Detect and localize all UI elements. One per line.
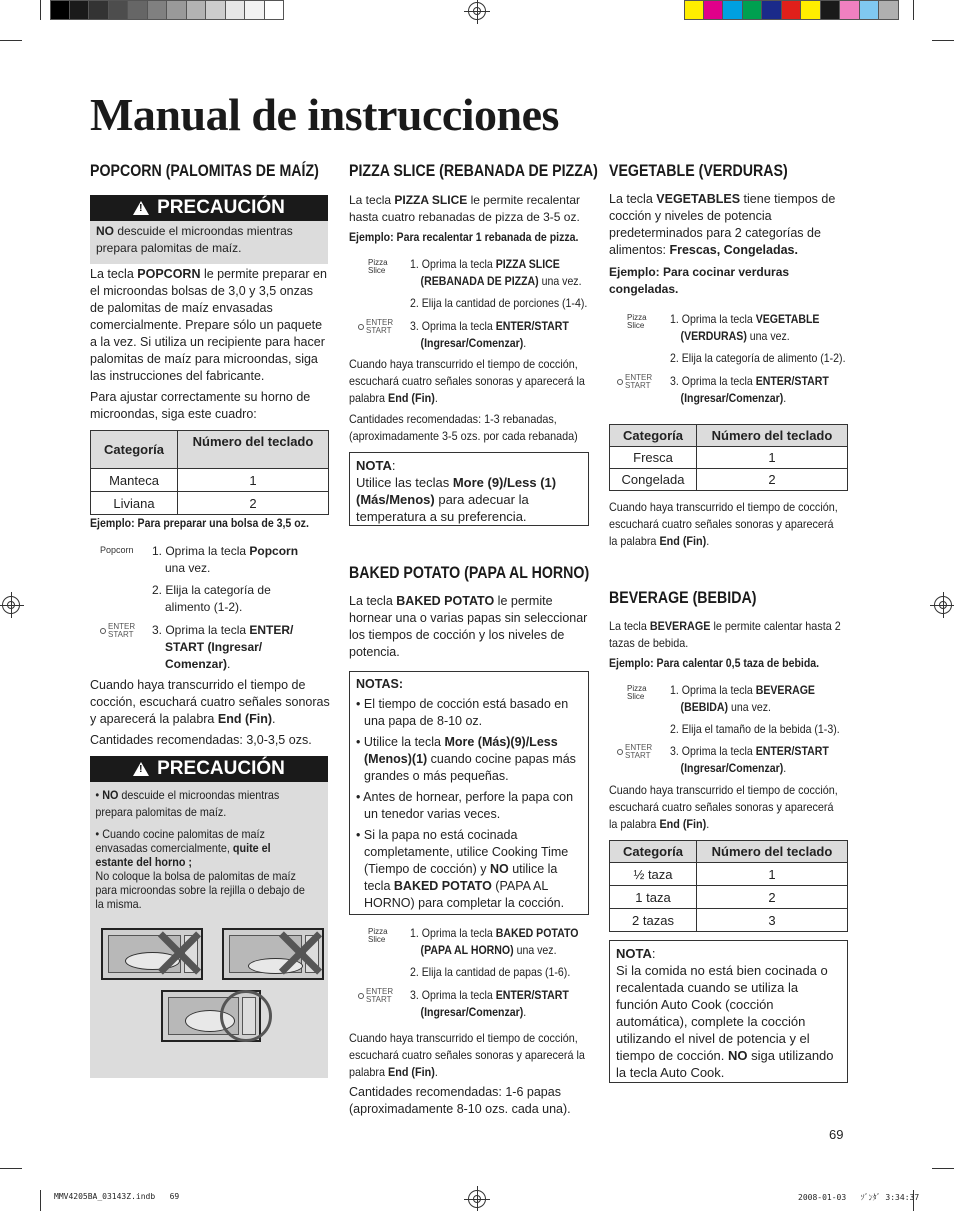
popcorn-end-text: Cuando haya transcurrido el tiempo de cocción, escuchará cuatro señales sonoras y aparecerá la palabra End (Fin). (90, 678, 330, 726)
crop-mark (913, 0, 914, 20)
potato-end-text: Cuando haya transcurrido el tiempo de cocción, escuchará cuatro señales sonoras y aparecerá la palabra End (Fin). (349, 1031, 585, 1079)
caution-text: NO descuide el microondas mientras prepara palomitas de maíz. (96, 224, 293, 255)
grayscale-color-bar (50, 0, 284, 20)
potato-step-3: 3. Oprima la tecla ENTER/START (Ingresar/Comenzar). (410, 988, 569, 1019)
pizza-slice-key-icon: Pizza Slice (627, 684, 647, 701)
color-swatch (187, 0, 207, 20)
crop-mark (932, 1168, 954, 1169)
popcorn-step-3: 3. Oprima la tecla ENTER/ START (Ingresar/ Comenzar). (152, 623, 294, 671)
color-swatch (743, 0, 763, 20)
enter-start-icon: ENTER START (617, 744, 653, 760)
color-swatch (704, 0, 724, 20)
caution-bullet: • Cuando cocine palomitas de maíz envasadas comercialmente, quite el estante del horno ; No coloque la bolsa de palomitas de maíz para microondas sobre la rejilla o debajo de la misma. (95, 827, 305, 911)
vegetable-step-1: 1. Oprima la tecla VEGETABLE (VERDURAS) una vez. (670, 312, 820, 343)
caution-bullet: • NO descuide el microondas mientras prepara palomitas de maíz. (95, 788, 280, 819)
potato-quantity: Cantidades recomendadas: 1-6 papas (aproximadamente 8-10 ozs. cada una). (349, 1085, 571, 1116)
vegetable-heading: VEGETABLE (VERDURAS) (609, 162, 788, 180)
pizza-step-2: 2. Elija la cantidad de porciones (1-4). (410, 296, 588, 310)
color-swatch (206, 0, 226, 20)
color-swatch (167, 0, 187, 20)
caution-title: PRECAUCIÓN (157, 197, 285, 218)
popcorn-step-2: 2. Elija la categoría de alimento (1-2). (152, 583, 271, 614)
color-swatch (860, 0, 880, 20)
popcorn-heading: POPCORN (PALOMITAS DE MAÍZ) (90, 162, 319, 180)
caution-title: PRECAUCIÓN (157, 758, 285, 779)
color-swatch (840, 0, 860, 20)
table-row: Liviana 2 (91, 492, 329, 515)
registration-mark-icon (2, 596, 20, 614)
popcorn-caution-box (90, 195, 328, 264)
registration-mark-icon (934, 596, 952, 614)
warning-icon (133, 201, 149, 215)
page-title: Manual de instrucciones (90, 89, 559, 140)
table-header: Categoría (610, 841, 697, 863)
beverage-step-1: 1. Oprima la tecla BEVERAGE (BEBIDA) una vez. (670, 683, 815, 714)
pizza-example: Ejemplo: Para recalentar 1 rebanada de pizza. (349, 230, 579, 244)
table-header: Categoría (91, 431, 178, 469)
footer-timestamp: 2008-01-03 ｿﾞﾝﾀﾞ 3:34:37 (798, 1193, 920, 1202)
color-swatch (109, 0, 129, 20)
pizza-step-1: 1. Oprima la tecla PIZZA SLICE (REBANADA DE PIZZA) una vez. (410, 257, 582, 288)
beverage-intro: La tecla BEVERAGE le permite calentar hasta 2 tazas de bebida. (609, 619, 841, 650)
crop-mark (40, 0, 41, 20)
color-swatch (245, 0, 265, 20)
color-swatch (801, 0, 821, 20)
table-row: 2 tazas 3 (610, 909, 848, 932)
crop-mark (0, 1168, 22, 1169)
warning-icon (133, 762, 149, 776)
popcorn-adjust-text: Para ajustar correctamente su horno de microondas, siga este cuadro: (90, 390, 311, 421)
potato-notes-box: NOTAS: • El tiempo de cocción está basado en una papa de 8-10 oz. • Utilice la tecla More (Más)(9)/Less (Menos)(1) cuando cocine papas más grandes o más pequeñas. • Antes de hornear, perfore la papa con un tenedor varias veces. • Si la papa no está cocinada completamente, utilice Cooking Time (Tiempo de cocción) y NO utilice la tecla BAKED POTATO (PAPA AL HORNO) para completar la cocción. (349, 671, 589, 915)
vegetable-intro: La tecla VEGETABLES tiene tiempos de cocción y niveles de potencia predeterminados para 2 categorías de alimentos: Frescas, Congeladas. (609, 192, 836, 257)
color-swatch (821, 0, 841, 20)
vegetable-step-3: 3. Oprima la tecla ENTER/START (Ingresar/Comenzar). (670, 374, 829, 405)
potato-step-1: 1. Oprima la tecla BAKED POTATO (PAPA AL HORNO) una vez. (410, 926, 579, 957)
beverage-end-text: Cuando haya transcurrido el tiempo de cocción, escuchará cuatro señales sonoras y aparecerá la palabra End (Fin). (609, 783, 838, 831)
table-row: ½ taza 1 (610, 863, 848, 886)
table-header: Número del teclado (697, 841, 848, 863)
pizza-end-text: Cuando haya transcurrido el tiempo de cocción, escuchará cuatro señales sonoras y aparecerá la palabra End (Fin). (349, 357, 585, 405)
popcorn-key-icon: Popcorn (100, 545, 134, 555)
enter-start-icon: ENTER START (617, 374, 653, 390)
potato-step-2: 2. Elija la cantidad de papas (1-6). (410, 965, 571, 979)
table-row: Manteca 1 (91, 469, 329, 492)
table-header: Categoría (610, 425, 697, 447)
color-swatch (148, 0, 168, 20)
pizza-slice-key-icon: Pizza Slice (627, 313, 647, 330)
color-swatch (723, 0, 743, 20)
wrong-x-icon (156, 930, 202, 976)
wrong-x-icon (277, 930, 323, 976)
color-swatch (782, 0, 802, 20)
color-swatch (70, 0, 90, 20)
beverage-example: Ejemplo: Para calentar 0,5 taza de bebida. (609, 656, 820, 670)
color-swatch (265, 0, 285, 20)
color-swatch (89, 0, 109, 20)
caution-title-bar (90, 195, 328, 221)
table-row: Congelada 2 (610, 469, 848, 491)
beverage-step-3: 3. Oprima la tecla ENTER/START (Ingresar/Comenzar). (670, 744, 829, 775)
table-row: Fresca 1 (610, 447, 848, 469)
popcorn-intro: La tecla POPCORN le permite preparar en el microondas bolsas de 3,0 y 3,5 onzas de palomitas de maíz envasadas comercialmente. Prepare sólo un paquete a la vez. Si utiliza un recipiente para hacer palomitas de maíz para microondas, siga las instrucciones del fabricante. (90, 267, 327, 383)
registration-mark-icon (468, 1190, 486, 1208)
pizza-slice-key-icon: Pizza Slice (368, 927, 388, 944)
enter-start-icon: ENTER START (358, 319, 394, 335)
popcorn-table (90, 430, 329, 515)
enter-start-icon: ENTER START (358, 988, 394, 1004)
beverage-heading: BEVERAGE (BEBIDA) (609, 589, 757, 607)
correct-circle-icon (220, 990, 272, 1042)
popcorn-quantity: Cantidades recomendadas: 3,0-3,5 ozs. (90, 733, 312, 747)
footer-file-info: MMV4205BA_03143Z.indb 69 (54, 1192, 180, 1201)
pizza-intro: La tecla PIZZA SLICE le permite recalentar hasta cuatro rebanadas de pizza de 3-5 oz. (349, 193, 580, 224)
vegetable-end-text: Cuando haya transcurrido el tiempo de cocción, escuchará cuatro señales sonoras y aparecerá la palabra End (Fin). (609, 500, 838, 548)
pizza-note-box: NOTA: Utilice las teclas More (9)/Less (1) (Más/Menos) para adecuar la temperatura a su preferencia. (349, 452, 589, 526)
vegetable-example: Ejemplo: Para cocinar verduras congeladas. (609, 265, 790, 296)
color-swatch (762, 0, 782, 20)
vegetable-step-2: 2. Elija la categoría de alimento (1-2). (670, 351, 846, 365)
caution-title-bar (90, 756, 328, 782)
beverage-step-2: 2. Elija el tamaño de la bebida (1-3). (670, 722, 840, 736)
crop-mark (0, 40, 22, 41)
pizza-quantity: Cantidades recomendadas: 1-3 rebanadas, (aproximadamente 3-5 ozs. por cada rebanada) (349, 412, 578, 443)
table-header: Número del teclado (178, 431, 329, 469)
pizza-step-3: 3. Oprima la tecla ENTER/START (Ingresar/Comenzar). (410, 319, 569, 350)
pizza-slice-key-icon: Pizza Slice (368, 258, 388, 275)
pizza-heading: PIZZA SLICE (REBANADA DE PIZZA) (349, 162, 598, 180)
color-swatch (226, 0, 246, 20)
crop-mark (932, 40, 954, 41)
color-swatch (50, 0, 70, 20)
popcorn-example: Ejemplo: Para preparar una bolsa de 3,5 oz. (90, 516, 309, 530)
registration-mark-icon (468, 2, 486, 20)
beverage-table (609, 840, 848, 932)
color-swatch (684, 0, 704, 20)
color-swatch (879, 0, 899, 20)
vegetable-table (609, 424, 848, 491)
table-row: 1 taza 2 (610, 886, 848, 909)
popcorn-step-1: 1. Oprima la tecla Popcorn una vez. (152, 544, 299, 575)
enter-start-icon: ENTER START (100, 623, 136, 639)
crop-mark (40, 1190, 41, 1211)
beverage-note-box: NOTA: Si la comida no está bien cocinada o recalentada cuando se utiliza la función Auto Cook (cocción automática), complete la cocción utilizando el nivel de potencia y el tiempo de cocción. NO siga utilizando la tecla Auto Cook. (609, 940, 848, 1083)
process-color-bar (684, 0, 899, 20)
color-swatch (128, 0, 148, 20)
table-header: Número del teclado (697, 425, 848, 447)
potato-intro: La tecla BAKED POTATO le permite hornear una o varias papas sin seleccionar los tiempos de cocción y los niveles de potencia. (349, 594, 588, 659)
potato-heading: BAKED POTATO (PAPA AL HORNO) (349, 564, 590, 582)
page-number: 69 (829, 1127, 844, 1142)
